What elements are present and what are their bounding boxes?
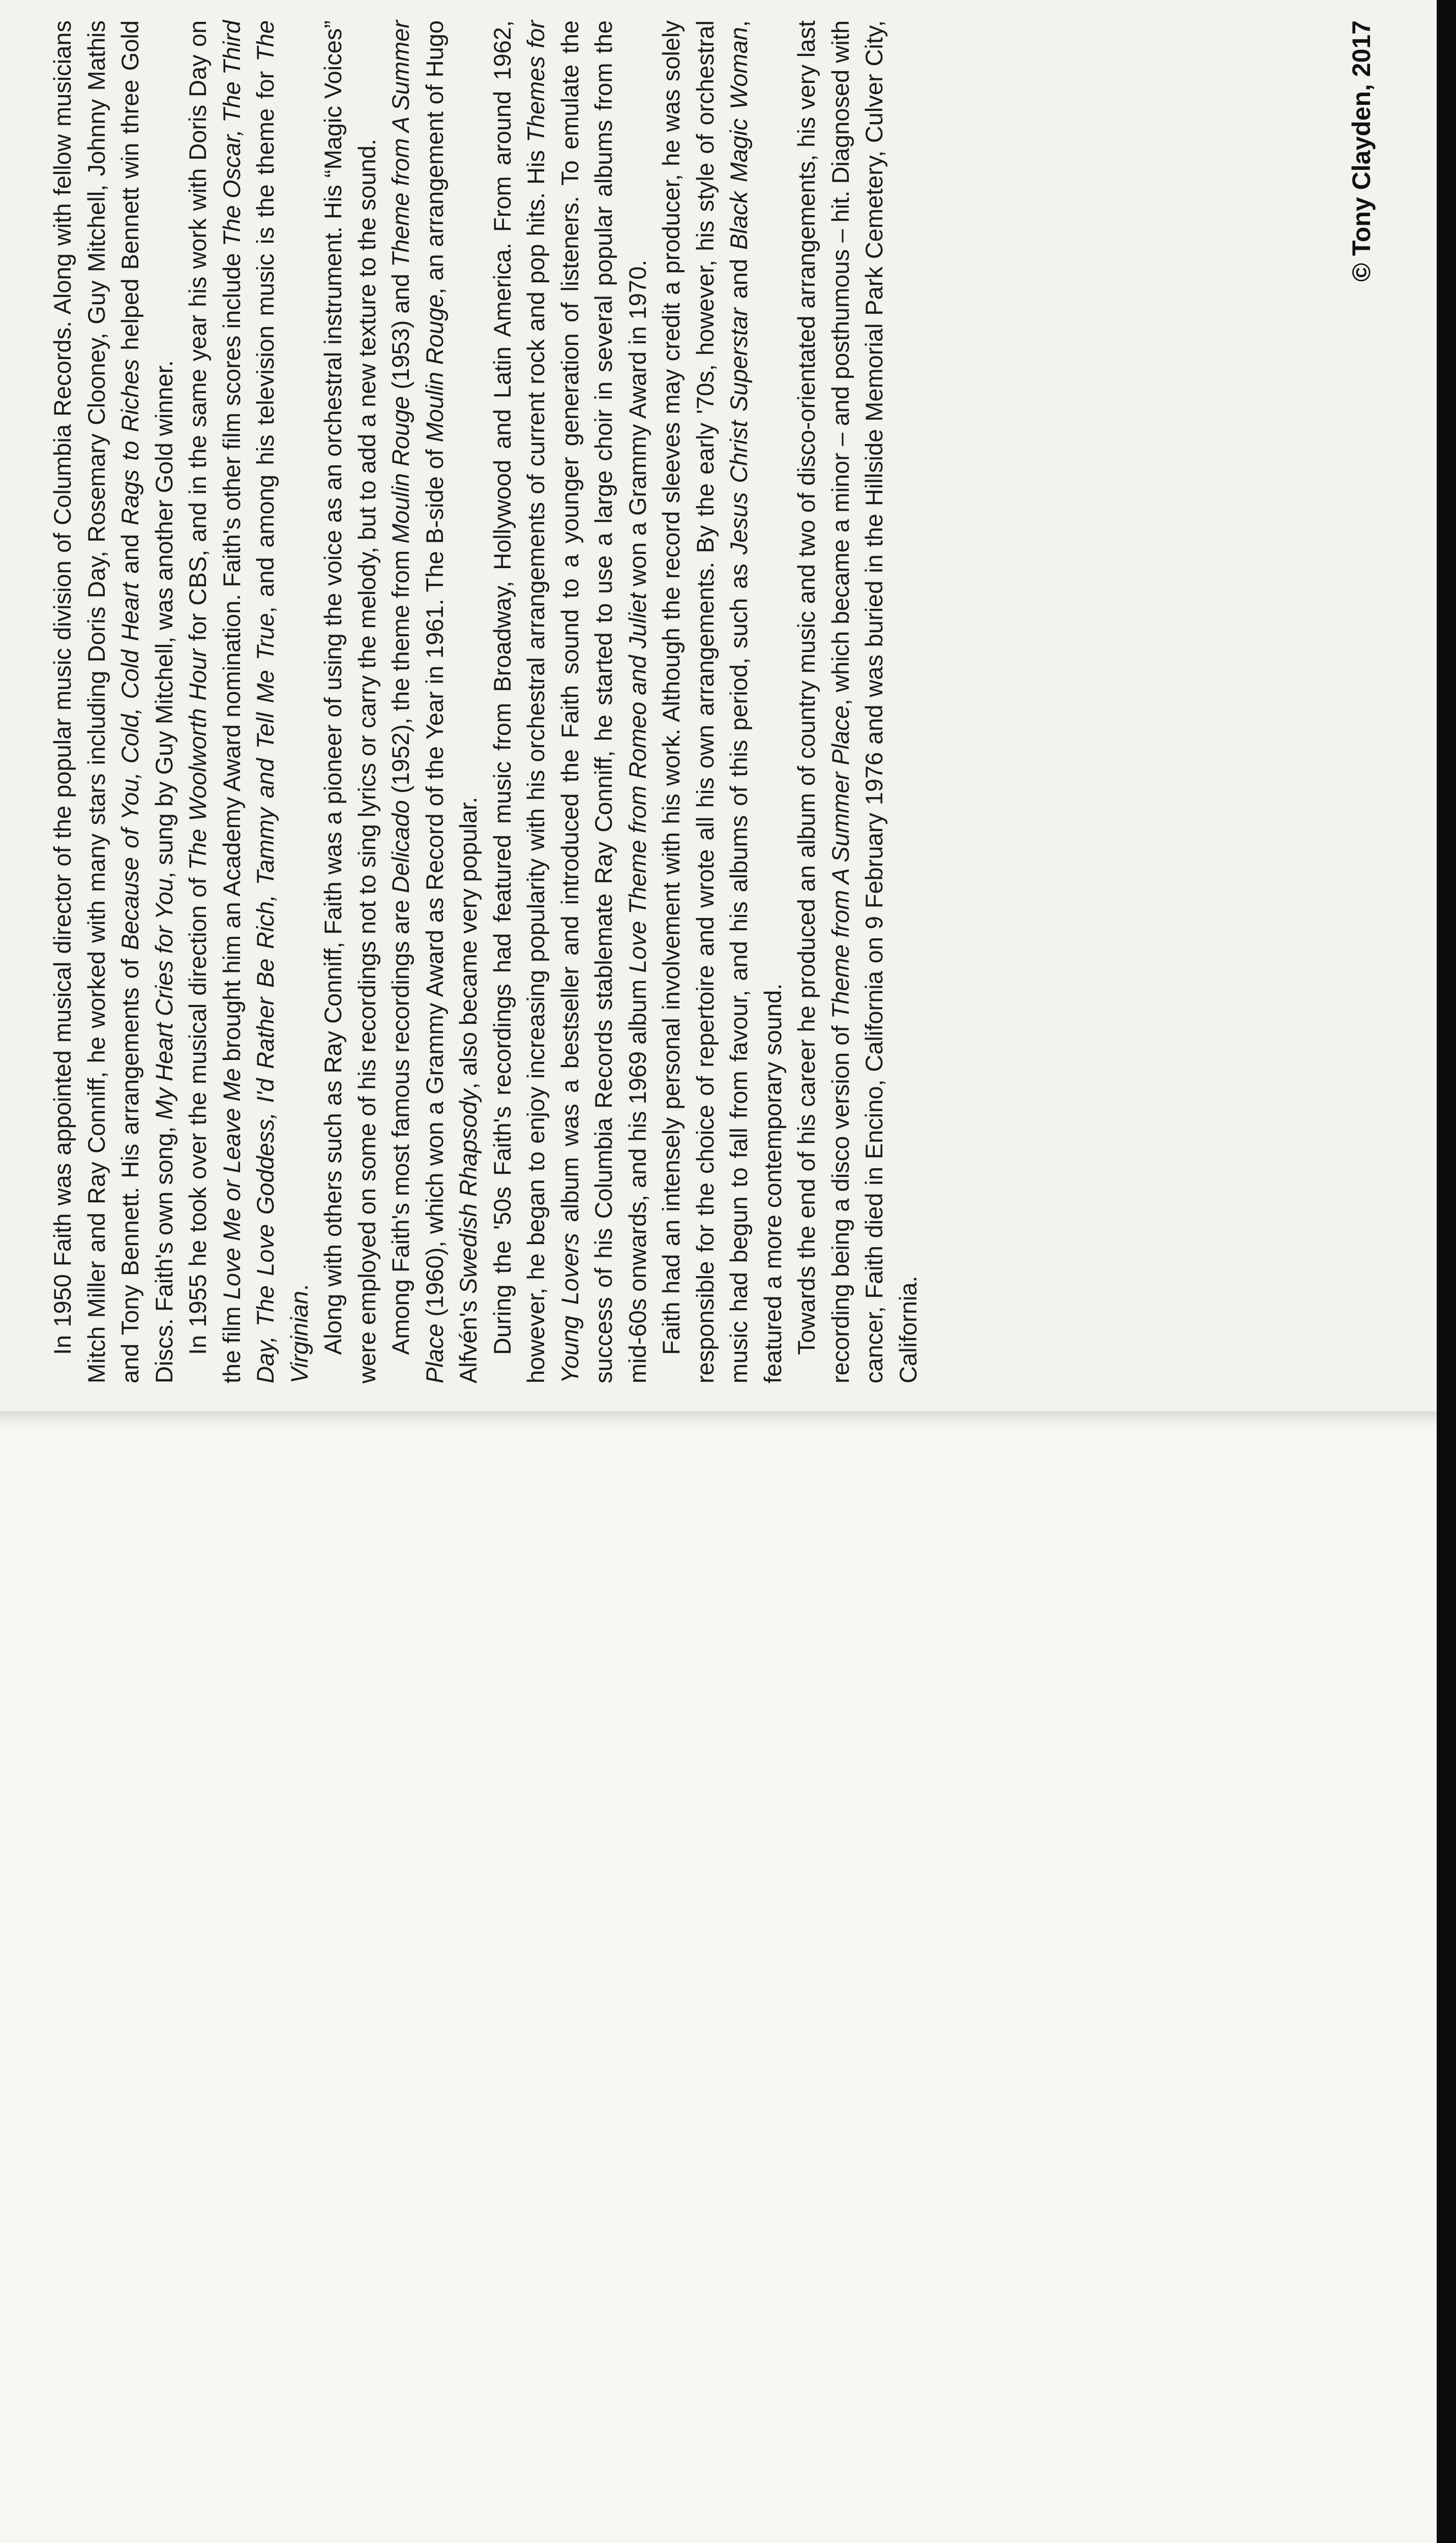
paragraph-1955: In 1955 he took over the musical direction of The Woolworth Hour for CBS, and in the same year his work with Doris Day on the film Love Me or Leave Me brought him an Academy Award nomination. Faith's other film scores include The Oscar, The Third Day, The Love Goddess, I'd Rather Be Rich, Tammy and Tell Me True, and among his television music is the theme for The Virginian. xyxy=(184,20,313,1383)
right-page-text xyxy=(46,20,925,1383)
paragraph-famous-recordings: Among Faith's most famous recordings are Delicado (1952), the theme from Moulin Rouge (1953) and Theme from A Summer Place (1960), which won a Grammy Award as Record of the Year in 1961. The B-side of Moulin Rouge, an arrangement of Hugo Alfvén's Swedish Rhapsody, also became very popular. xyxy=(387,20,482,1383)
paragraph-end-of-career: Towards the end of his career he produced an album of country music and two of disco-orientated arrangements, his very last recording being a disco version of Theme from A Summer Place, which became a minor – and posthumous – hit. Diagnosed with cancer, Faith died in Encino, California on 9 February 1976 and was buried in the Hillside Memorial Park Cemetery, Culver City, California. xyxy=(793,20,922,1383)
paragraph-magic-voices: Along with others such as Ray Conniff, Faith was a pioneer of using the voice as an orchestral instrument. His “Magic Voices” were employed on some of his recordings not to sing lyrics or carry the melody, but to add a new texture to the sound. xyxy=(319,20,380,1383)
paragraph-personal-involvement: Faith had an intensely personal involvement with his work. Although the record sleeves may credit a producer, he was solely responsible for the choice of repertoire and wrote all his own arrangements. By the early '70s, however, his style of orchestral music had begun to fall from favour, and his albums of this period, such as Jesus Christ Superstar and Black Magic Woman, featured a more contemporary sound. xyxy=(658,20,786,1383)
page-fold xyxy=(0,1411,1456,1427)
right-page-text-frame xyxy=(46,20,1378,1383)
copyright-credit: © Tony Clayden, 2017 xyxy=(1347,20,1376,282)
scan-border-right xyxy=(1437,0,1456,2543)
paragraph-columbia: In 1950 Faith was appointed musical director of the popular music division of Columbia Records. Along with fellow musicians Mitch Miller and Ray Conniff, he worked with many stars including Doris Day, Rosemary Clooney, Guy Mitchell, Johnny Mathis and Tony Bennett. His arrangements of Because of You, Cold, Cold Heart and Rags to Riches helped Bennett win three Gold Discs. Faith's own song, My Heart Cries for You, sung by Guy Mitchell, was another Gold winner. xyxy=(49,20,177,1383)
paragraph-fifties: During the '50s Faith's recordings had featured music from Broadway, Hollywood and Latin America. From around 1962, however, he began to enjoy increasing popularity with his orchestral arrangements of current rock and pop hits. His Themes for Young Lovers album was a bestseller and introduced the Faith sound to a younger generation of listeners. To emulate the success of his Columbia Records stablemate Ray Conniff, he started to use a large choir in several popular albums from the mid-60s onwards, and his 1969 album Love Theme from Romeo and Juliet won a Grammy Award in 1970. xyxy=(488,20,651,1383)
left-page xyxy=(0,1427,1456,2543)
